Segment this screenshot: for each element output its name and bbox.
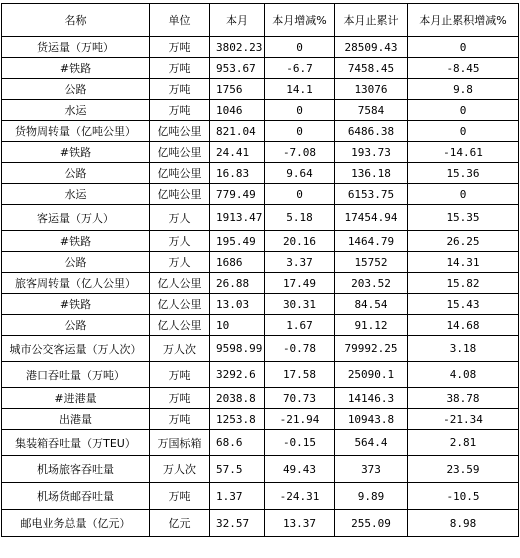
cell-cumulative-change: 9.8: [408, 79, 519, 100]
cell-this-month: 3802.23: [210, 37, 265, 58]
cell-this-month: 3292.6: [210, 362, 265, 388]
cell-cumulative-change: 14.68: [408, 315, 519, 336]
cell-name: 城市公交客运量（万人次）: [2, 336, 150, 362]
cell-this-month: 10: [210, 315, 265, 336]
cell-unit: 亿吨公里: [150, 184, 210, 205]
cell-name: 旅客周转量（亿人公里）: [2, 273, 150, 294]
cell-cumulative: 6153.75: [335, 184, 408, 205]
cell-name: 出港量: [2, 409, 150, 430]
cell-cumulative-change: 38.78: [408, 388, 519, 409]
cell-cumulative: 136.18: [335, 163, 408, 184]
cell-this-month: 2038.8: [210, 388, 265, 409]
cell-unit: 亿人公里: [150, 294, 210, 315]
cell-this-month: 195.49: [210, 231, 265, 252]
cell-month-change: 9.64: [265, 163, 335, 184]
table-row: [2, 273, 519, 294]
table-row: [2, 163, 519, 184]
cell-cumulative: 1464.79: [335, 231, 408, 252]
cell-cumulative: 17454.94: [335, 205, 408, 231]
table-row: [2, 510, 519, 537]
table-row: [2, 37, 519, 58]
cell-this-month: 16.83: [210, 163, 265, 184]
table-row: [2, 142, 519, 163]
table-row: [2, 456, 519, 483]
cell-name: #进港量: [2, 388, 150, 409]
cell-this-month: 68.6: [210, 430, 265, 456]
cell-name: 客运量（万人）: [2, 205, 150, 231]
header-cumulative-change: 本月止累积增减%: [408, 4, 519, 37]
cell-month-change: 3.37: [265, 252, 335, 273]
cell-month-change: 0: [265, 37, 335, 58]
header-this-month: 本月: [210, 4, 265, 37]
statistics-table: [1, 3, 519, 537]
table-row: [2, 362, 519, 388]
cell-this-month: 1.37: [210, 483, 265, 510]
cell-cumulative-change: -21.34: [408, 409, 519, 430]
table-row: [2, 58, 519, 79]
cell-cumulative-change: 23.59: [408, 456, 519, 483]
cell-month-change: 0: [265, 100, 335, 121]
cell-month-change: 30.31: [265, 294, 335, 315]
table-row: [2, 100, 519, 121]
table-row: [2, 121, 519, 142]
cell-cumulative: 15752: [335, 252, 408, 273]
cell-this-month: 9598.99: [210, 336, 265, 362]
cell-unit: 万人次: [150, 336, 210, 362]
cell-cumulative: 84.54: [335, 294, 408, 315]
cell-unit: 亿元: [150, 510, 210, 537]
cell-cumulative-change: 0: [408, 184, 519, 205]
cell-unit: 万人次: [150, 456, 210, 483]
table-row: [2, 315, 519, 336]
cell-unit: 万吨: [150, 483, 210, 510]
cell-cumulative-change: 15.43: [408, 294, 519, 315]
cell-name: #铁路: [2, 231, 150, 252]
header-unit: 单位: [150, 4, 210, 37]
cell-cumulative-change: 15.82: [408, 273, 519, 294]
cell-unit: 万吨: [150, 37, 210, 58]
cell-unit: 亿人公里: [150, 273, 210, 294]
cell-this-month: 57.5: [210, 456, 265, 483]
cell-unit: 亿吨公里: [150, 163, 210, 184]
cell-unit: 亿吨公里: [150, 121, 210, 142]
cell-unit: 万吨: [150, 409, 210, 430]
cell-this-month: 1046: [210, 100, 265, 121]
cell-month-change: 17.58: [265, 362, 335, 388]
cell-unit: 万吨: [150, 58, 210, 79]
cell-cumulative: 79992.25: [335, 336, 408, 362]
cell-name: 机场旅客吞吐量: [2, 456, 150, 483]
cell-cumulative: 7584: [335, 100, 408, 121]
cell-month-change: 14.1: [265, 79, 335, 100]
table-row: [2, 483, 519, 510]
cell-name: 公路: [2, 315, 150, 336]
cell-cumulative: 564.4: [335, 430, 408, 456]
cell-cumulative-change: -14.61: [408, 142, 519, 163]
cell-unit: 万吨: [150, 388, 210, 409]
cell-name: 邮电业务总量（亿元）: [2, 510, 150, 537]
cell-cumulative: 193.73: [335, 142, 408, 163]
cell-name: 港口吞吐量（万吨）: [2, 362, 150, 388]
cell-cumulative-change: 0: [408, 100, 519, 121]
cell-name: 机场货邮吞吐量: [2, 483, 150, 510]
cell-name: #铁路: [2, 58, 150, 79]
cell-month-change: 49.43: [265, 456, 335, 483]
cell-cumulative: 6486.38: [335, 121, 408, 142]
cell-cumulative-change: 2.81: [408, 430, 519, 456]
cell-unit: 万人: [150, 205, 210, 231]
cell-cumulative-change: 26.25: [408, 231, 519, 252]
cell-cumulative: 255.09: [335, 510, 408, 537]
cell-this-month: 26.88: [210, 273, 265, 294]
cell-unit: 亿吨公里: [150, 142, 210, 163]
cell-cumulative: 13076: [335, 79, 408, 100]
cell-month-change: -0.78: [265, 336, 335, 362]
cell-this-month: 24.41: [210, 142, 265, 163]
cell-this-month: 32.57: [210, 510, 265, 537]
cell-name: 货运量（万吨）: [2, 37, 150, 58]
header-month-change: 本月增减%: [265, 4, 335, 37]
cell-cumulative-change: -10.5: [408, 483, 519, 510]
table-row: [2, 409, 519, 430]
cell-month-change: 0: [265, 184, 335, 205]
cell-month-change: -21.94: [265, 409, 335, 430]
cell-cumulative-change: 8.98: [408, 510, 519, 537]
cell-cumulative: 7458.45: [335, 58, 408, 79]
cell-name: 水运: [2, 100, 150, 121]
table-row: [2, 184, 519, 205]
cell-cumulative-change: 15.36: [408, 163, 519, 184]
table-row: [2, 430, 519, 456]
cell-unit: 万人: [150, 252, 210, 273]
cell-unit: 亿人公里: [150, 315, 210, 336]
cell-month-change: 5.18: [265, 205, 335, 231]
cell-this-month: 13.03: [210, 294, 265, 315]
table-row: [2, 205, 519, 231]
cell-cumulative: 373: [335, 456, 408, 483]
cell-cumulative-change: 14.31: [408, 252, 519, 273]
cell-this-month: 821.04: [210, 121, 265, 142]
cell-cumulative: 9.89: [335, 483, 408, 510]
cell-name: #铁路: [2, 294, 150, 315]
cell-cumulative-change: 15.35: [408, 205, 519, 231]
cell-cumulative: 91.12: [335, 315, 408, 336]
cell-month-change: -24.31: [265, 483, 335, 510]
cell-name: 公路: [2, 252, 150, 273]
cell-cumulative-change: 3.18: [408, 336, 519, 362]
table-row: [2, 231, 519, 252]
cell-name: 集装箱吞吐量（万TEU）: [2, 430, 150, 456]
cell-cumulative: 14146.3: [335, 388, 408, 409]
header-cumulative: 本月止累计: [335, 4, 408, 37]
table-row: [2, 294, 519, 315]
cell-cumulative: 25090.1: [335, 362, 408, 388]
cell-month-change: 17.49: [265, 273, 335, 294]
cell-cumulative: 28509.43: [335, 37, 408, 58]
cell-month-change: 70.73: [265, 388, 335, 409]
cell-month-change: 1.67: [265, 315, 335, 336]
cell-month-change: -0.15: [265, 430, 335, 456]
cell-month-change: 20.16: [265, 231, 335, 252]
cell-month-change: -7.08: [265, 142, 335, 163]
cell-unit: 万人: [150, 231, 210, 252]
header-name: 名称: [2, 4, 150, 37]
table-row: [2, 252, 519, 273]
cell-name: 公路: [2, 163, 150, 184]
cell-month-change: 0: [265, 121, 335, 142]
cell-this-month: 953.67: [210, 58, 265, 79]
cell-cumulative-change: 0: [408, 121, 519, 142]
table-body: [2, 37, 519, 537]
cell-this-month: 779.49: [210, 184, 265, 205]
cell-this-month: 1686: [210, 252, 265, 273]
cell-name: 货物周转量（亿吨公里）: [2, 121, 150, 142]
table-row: [2, 79, 519, 100]
cell-cumulative: 10943.8: [335, 409, 408, 430]
table-row: [2, 388, 519, 409]
cell-cumulative-change: -8.45: [408, 58, 519, 79]
cell-cumulative-change: 4.08: [408, 362, 519, 388]
cell-unit: 万国标箱: [150, 430, 210, 456]
cell-name: 水运: [2, 184, 150, 205]
cell-cumulative-change: 0: [408, 37, 519, 58]
table-row: [2, 336, 519, 362]
cell-cumulative: 203.52: [335, 273, 408, 294]
cell-unit: 万吨: [150, 362, 210, 388]
cell-month-change: -6.7: [265, 58, 335, 79]
cell-month-change: 13.37: [265, 510, 335, 537]
cell-name: 公路: [2, 79, 150, 100]
cell-unit: 万吨: [150, 100, 210, 121]
cell-unit: 万吨: [150, 79, 210, 100]
cell-this-month: 1253.8: [210, 409, 265, 430]
table-header-row: [2, 4, 519, 37]
cell-this-month: 1913.47: [210, 205, 265, 231]
cell-name: #铁路: [2, 142, 150, 163]
cell-this-month: 1756: [210, 79, 265, 100]
